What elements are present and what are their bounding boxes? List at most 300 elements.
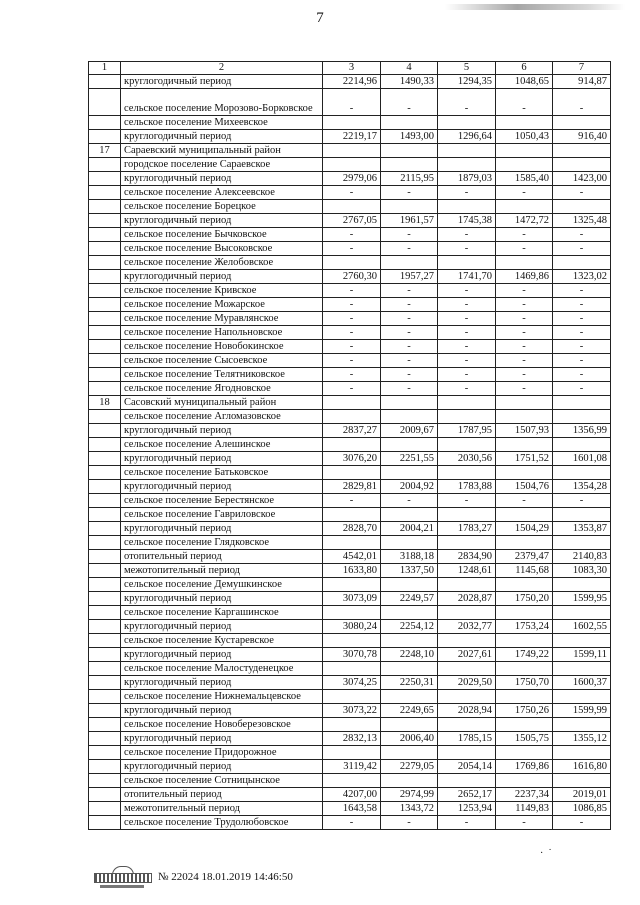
row-name-cell: круглогодичный период (121, 130, 323, 144)
value-cell: 1601,08 (553, 452, 611, 466)
value-cell: 1961,57 (381, 214, 438, 228)
row-number-cell (89, 354, 121, 368)
value-cell (381, 116, 438, 130)
value-cell (438, 690, 496, 704)
value-cell (496, 396, 553, 410)
value-cell: 3073,22 (323, 704, 381, 718)
value-cell (381, 718, 438, 732)
value-cell: 1633,80 (323, 564, 381, 578)
row-name-cell: круглогодичный период (121, 760, 323, 774)
value-cell (496, 774, 553, 788)
row-name-cell: сельское поселение Желобовское (121, 256, 323, 270)
table-row (89, 648, 611, 662)
row-number-cell (89, 620, 121, 634)
value-cell: - (553, 354, 611, 368)
row-name-cell: сельское поселение Михеевское (121, 116, 323, 130)
row-name-cell: сельское поселение Алешинское (121, 438, 323, 452)
value-cell: - (496, 312, 553, 326)
value-cell: 2237,34 (496, 788, 553, 802)
value-cell (381, 690, 438, 704)
value-cell: 1355,12 (553, 732, 611, 746)
row-name-cell: Сараевский муниципальный район (121, 144, 323, 158)
row-name-cell: сельское поселение Сотницынское (121, 774, 323, 788)
row-name-cell: сельское поселение Агломазовское (121, 410, 323, 424)
row-name-cell: круглогодичный период (121, 270, 323, 284)
value-cell (438, 634, 496, 648)
table-row (89, 158, 611, 172)
value-cell: - (381, 382, 438, 396)
row-number-cell (89, 284, 121, 298)
value-cell: - (553, 340, 611, 354)
value-cell: 2974,99 (381, 788, 438, 802)
value-cell: 1750,26 (496, 704, 553, 718)
row-name-cell: сельское поселение Ягодновское (121, 382, 323, 396)
row-name-cell: сельское поселение Гавриловское (121, 508, 323, 522)
value-cell: 1323,02 (553, 270, 611, 284)
value-cell (496, 256, 553, 270)
row-name-cell: круглогодичный период (121, 676, 323, 690)
value-cell: 1507,93 (496, 424, 553, 438)
table-row (89, 452, 611, 466)
tariff-table (88, 61, 611, 830)
row-number-cell: 17 (89, 144, 121, 158)
value-cell: - (323, 89, 381, 116)
row-number-cell (89, 760, 121, 774)
value-cell: - (323, 242, 381, 256)
value-cell: 2032,77 (438, 620, 496, 634)
value-cell (381, 606, 438, 620)
value-cell: 2140,83 (553, 550, 611, 564)
table-row (89, 326, 611, 340)
value-cell: - (438, 340, 496, 354)
value-cell: 2828,70 (323, 522, 381, 536)
table-row (89, 396, 611, 410)
value-cell: 2054,14 (438, 760, 496, 774)
row-name-cell: отопительный период (121, 788, 323, 802)
value-cell: - (496, 368, 553, 382)
value-cell: 2379,47 (496, 550, 553, 564)
row-number-cell (89, 732, 121, 746)
value-cell: 1616,80 (553, 760, 611, 774)
row-number-cell (89, 200, 121, 214)
table-row (89, 564, 611, 578)
row-name-cell: сельское поселение Телятниковское (121, 368, 323, 382)
value-cell (323, 396, 381, 410)
value-cell (553, 396, 611, 410)
value-cell (438, 746, 496, 760)
header-cell: 5 (438, 62, 496, 75)
value-cell (553, 200, 611, 214)
value-cell: - (381, 89, 438, 116)
value-cell: 1337,50 (381, 564, 438, 578)
table-row (89, 536, 611, 550)
value-cell (323, 410, 381, 424)
value-cell (438, 508, 496, 522)
row-number-cell (89, 774, 121, 788)
row-number-cell (89, 648, 121, 662)
value-cell: 1248,61 (438, 564, 496, 578)
table-row (89, 760, 611, 774)
header-cell: 3 (323, 62, 381, 75)
row-name-cell: сельское поселение Трудолюбовское (121, 816, 323, 830)
value-cell: 2248,10 (381, 648, 438, 662)
row-number-cell (89, 634, 121, 648)
row-number-cell (89, 662, 121, 676)
row-number-cell (89, 452, 121, 466)
value-cell: - (496, 494, 553, 508)
value-cell: 2029,50 (438, 676, 496, 690)
value-cell: 1343,72 (381, 802, 438, 816)
table-row (89, 270, 611, 284)
row-number-cell (89, 788, 121, 802)
value-cell (496, 634, 553, 648)
table-row (89, 718, 611, 732)
value-cell: - (553, 382, 611, 396)
row-name-cell: сельское поселение Напольновское (121, 326, 323, 340)
value-cell: - (381, 312, 438, 326)
value-cell (496, 690, 553, 704)
value-cell: - (553, 186, 611, 200)
row-name-cell: сельское поселение Борецкое (121, 200, 323, 214)
row-number-cell (89, 242, 121, 256)
value-cell (496, 200, 553, 214)
value-cell: 2834,90 (438, 550, 496, 564)
value-cell: 3070,78 (323, 648, 381, 662)
value-cell (496, 578, 553, 592)
value-cell (496, 662, 553, 676)
table-row (89, 312, 611, 326)
row-name-cell: сельское поселение Придорожное (121, 746, 323, 760)
value-cell (553, 690, 611, 704)
value-cell (496, 158, 553, 172)
table-row (89, 214, 611, 228)
row-name-cell: сельское поселение Алексеевское (121, 186, 323, 200)
value-cell: - (553, 368, 611, 382)
row-name-cell: круглогодичный период (121, 704, 323, 718)
row-name-cell: сельское поселение Глядковское (121, 536, 323, 550)
value-cell (381, 396, 438, 410)
row-number-cell (89, 802, 121, 816)
value-cell: - (496, 298, 553, 312)
row-number-cell (89, 340, 121, 354)
value-cell: 1504,29 (496, 522, 553, 536)
value-cell: 2279,05 (381, 760, 438, 774)
value-cell (553, 466, 611, 480)
value-cell: 1086,85 (553, 802, 611, 816)
value-cell (553, 536, 611, 550)
value-cell (438, 662, 496, 676)
table-row (89, 200, 611, 214)
value-cell (553, 158, 611, 172)
row-number-cell (89, 75, 121, 89)
building-logo-icon (94, 866, 150, 888)
value-cell: - (438, 494, 496, 508)
value-cell (323, 634, 381, 648)
value-cell: 4542,01 (323, 550, 381, 564)
value-cell: 1145,68 (496, 564, 553, 578)
row-number-cell (89, 578, 121, 592)
value-cell: 3119,42 (323, 760, 381, 774)
value-cell: 2837,27 (323, 424, 381, 438)
value-cell (553, 718, 611, 732)
row-name-cell: сельское поселение Берестянское (121, 494, 323, 508)
value-cell: - (381, 284, 438, 298)
value-cell: - (323, 382, 381, 396)
value-cell (496, 718, 553, 732)
value-cell: - (438, 368, 496, 382)
row-number-cell (89, 816, 121, 830)
value-cell: 1783,27 (438, 522, 496, 536)
value-cell: 1083,30 (553, 564, 611, 578)
value-cell (496, 466, 553, 480)
table-row (89, 774, 611, 788)
table-row (89, 438, 611, 452)
value-cell (323, 536, 381, 550)
value-cell (323, 718, 381, 732)
value-cell (323, 690, 381, 704)
table-row (89, 424, 611, 438)
value-cell: - (553, 312, 611, 326)
table-row (89, 242, 611, 256)
value-cell: - (496, 382, 553, 396)
value-cell (438, 144, 496, 158)
row-number-cell (89, 410, 121, 424)
value-cell (496, 438, 553, 452)
table-row (89, 676, 611, 690)
row-name-cell: круглогодичный период (121, 480, 323, 494)
value-cell (438, 578, 496, 592)
value-cell: 1751,52 (496, 452, 553, 466)
value-cell: - (496, 816, 553, 830)
value-cell: - (438, 382, 496, 396)
value-cell: - (496, 340, 553, 354)
row-number-cell (89, 438, 121, 452)
value-cell: - (438, 284, 496, 298)
row-number-cell: 18 (89, 396, 121, 410)
row-name-cell: сельское поселение Батьковское (121, 466, 323, 480)
value-cell: 2004,92 (381, 480, 438, 494)
value-cell (323, 774, 381, 788)
value-cell: - (438, 326, 496, 340)
row-number-cell (89, 480, 121, 494)
value-cell: - (381, 816, 438, 830)
value-cell (553, 606, 611, 620)
value-cell: - (381, 298, 438, 312)
value-cell: 1325,48 (553, 214, 611, 228)
footer (94, 866, 293, 888)
value-cell: 4207,00 (323, 788, 381, 802)
value-cell (438, 116, 496, 130)
row-name-cell: городское поселение Сараевское (121, 158, 323, 172)
value-cell (438, 774, 496, 788)
value-cell: - (553, 89, 611, 116)
value-cell: 1585,40 (496, 172, 553, 186)
value-cell: - (438, 242, 496, 256)
header-cell: 6 (496, 62, 553, 75)
row-name-cell: круглогодичный период (121, 452, 323, 466)
row-name-cell: межотопительный период (121, 802, 323, 816)
value-cell: - (496, 354, 553, 368)
value-cell: 2214,96 (323, 75, 381, 89)
value-cell: 1354,28 (553, 480, 611, 494)
value-cell (438, 606, 496, 620)
value-cell: - (438, 816, 496, 830)
value-cell: 1599,95 (553, 592, 611, 606)
value-cell: 1785,15 (438, 732, 496, 746)
value-cell: - (381, 186, 438, 200)
value-cell (381, 774, 438, 788)
value-cell (496, 508, 553, 522)
table-row (89, 410, 611, 424)
value-cell (323, 256, 381, 270)
row-name-cell: сельское поселение Бычковское (121, 228, 323, 242)
row-name-cell: сельское поселение Кустаревское (121, 634, 323, 648)
value-cell (496, 410, 553, 424)
value-cell: - (323, 368, 381, 382)
value-cell: - (553, 284, 611, 298)
value-cell: - (496, 242, 553, 256)
value-cell (381, 536, 438, 550)
value-cell: 1750,70 (496, 676, 553, 690)
table-row (89, 550, 611, 564)
row-number-cell (89, 172, 121, 186)
value-cell: 2249,57 (381, 592, 438, 606)
value-cell: 2030,56 (438, 452, 496, 466)
row-number-cell (89, 746, 121, 760)
scan-dots: · ˙ (540, 848, 552, 859)
row-name-cell: сельское поселение Кривское (121, 284, 323, 298)
value-cell (381, 256, 438, 270)
table-row (89, 466, 611, 480)
value-cell (496, 536, 553, 550)
value-cell (553, 508, 611, 522)
table-row (89, 298, 611, 312)
row-number-cell (89, 704, 121, 718)
value-cell: 1600,37 (553, 676, 611, 690)
row-name-cell: сельское поселение Муравлянское (121, 312, 323, 326)
document-stamp: № 22024 18.01.2019 14:46:50 (158, 871, 293, 883)
table-row (89, 690, 611, 704)
value-cell (323, 746, 381, 760)
value-cell: 2027,61 (438, 648, 496, 662)
value-cell: 1050,43 (496, 130, 553, 144)
value-cell: 1749,22 (496, 648, 553, 662)
value-cell: - (438, 89, 496, 116)
value-cell (553, 116, 611, 130)
value-cell (381, 438, 438, 452)
value-cell: 3076,20 (323, 452, 381, 466)
value-cell (553, 634, 611, 648)
header-cell: 2 (121, 62, 323, 75)
table-row (89, 75, 611, 89)
row-name-cell: круглогодичный период (121, 732, 323, 746)
value-cell (438, 438, 496, 452)
row-number-cell (89, 368, 121, 382)
value-cell: 3080,24 (323, 620, 381, 634)
row-number-cell (89, 116, 121, 130)
value-cell: - (438, 312, 496, 326)
value-cell: 1505,75 (496, 732, 553, 746)
value-cell: 914,87 (553, 75, 611, 89)
value-cell (496, 116, 553, 130)
value-cell: 1769,86 (496, 760, 553, 774)
value-cell: - (496, 228, 553, 242)
value-cell: - (553, 494, 611, 508)
row-name-cell: круглогодичный период (121, 522, 323, 536)
value-cell (438, 410, 496, 424)
table-row (89, 522, 611, 536)
value-cell (553, 410, 611, 424)
row-name-cell: круглогодичный период (121, 75, 323, 89)
table-row (89, 116, 611, 130)
value-cell: 1753,24 (496, 620, 553, 634)
value-cell: 1296,64 (438, 130, 496, 144)
value-cell (553, 662, 611, 676)
row-number-cell (89, 424, 121, 438)
row-number-cell (89, 326, 121, 340)
row-name-cell: сельское поселение Морозово-Борковское (121, 89, 323, 116)
table-row (89, 480, 611, 494)
value-cell: - (553, 242, 611, 256)
value-cell (496, 606, 553, 620)
row-name-cell: межотопительный период (121, 564, 323, 578)
value-cell (323, 158, 381, 172)
value-cell: 1469,86 (496, 270, 553, 284)
table-row (89, 89, 611, 116)
value-cell (323, 508, 381, 522)
table-row (89, 508, 611, 522)
row-name-cell: сельское поселение Можарское (121, 298, 323, 312)
row-name-cell: сельское поселение Новобокинское (121, 340, 323, 354)
header-cell: 1 (89, 62, 121, 75)
table-row (89, 662, 611, 676)
value-cell: 1490,33 (381, 75, 438, 89)
value-cell: - (323, 816, 381, 830)
value-cell (553, 746, 611, 760)
value-cell: - (381, 242, 438, 256)
row-name-cell: сельское поселение Демушкинское (121, 578, 323, 592)
value-cell: 2979,06 (323, 172, 381, 186)
value-cell: 1493,00 (381, 130, 438, 144)
row-name-cell: отопительный период (121, 550, 323, 564)
value-cell: 3188,18 (381, 550, 438, 564)
value-cell: 1602,55 (553, 620, 611, 634)
value-cell (438, 396, 496, 410)
value-cell (323, 438, 381, 452)
value-cell: 2019,01 (553, 788, 611, 802)
value-cell: - (381, 354, 438, 368)
value-cell: - (381, 494, 438, 508)
value-cell (323, 662, 381, 676)
value-cell: - (496, 284, 553, 298)
value-cell: - (438, 298, 496, 312)
value-cell (381, 410, 438, 424)
table-row (89, 144, 611, 158)
row-number-cell (89, 550, 121, 564)
row-number-cell (89, 298, 121, 312)
table-row (89, 368, 611, 382)
value-cell: - (438, 354, 496, 368)
value-cell: 2760,30 (323, 270, 381, 284)
value-cell: 1599,99 (553, 704, 611, 718)
row-number-cell (89, 89, 121, 116)
value-cell: - (323, 186, 381, 200)
value-cell (496, 746, 553, 760)
table-row (89, 592, 611, 606)
value-cell: 1599,11 (553, 648, 611, 662)
value-cell: 1356,99 (553, 424, 611, 438)
value-cell: - (381, 228, 438, 242)
